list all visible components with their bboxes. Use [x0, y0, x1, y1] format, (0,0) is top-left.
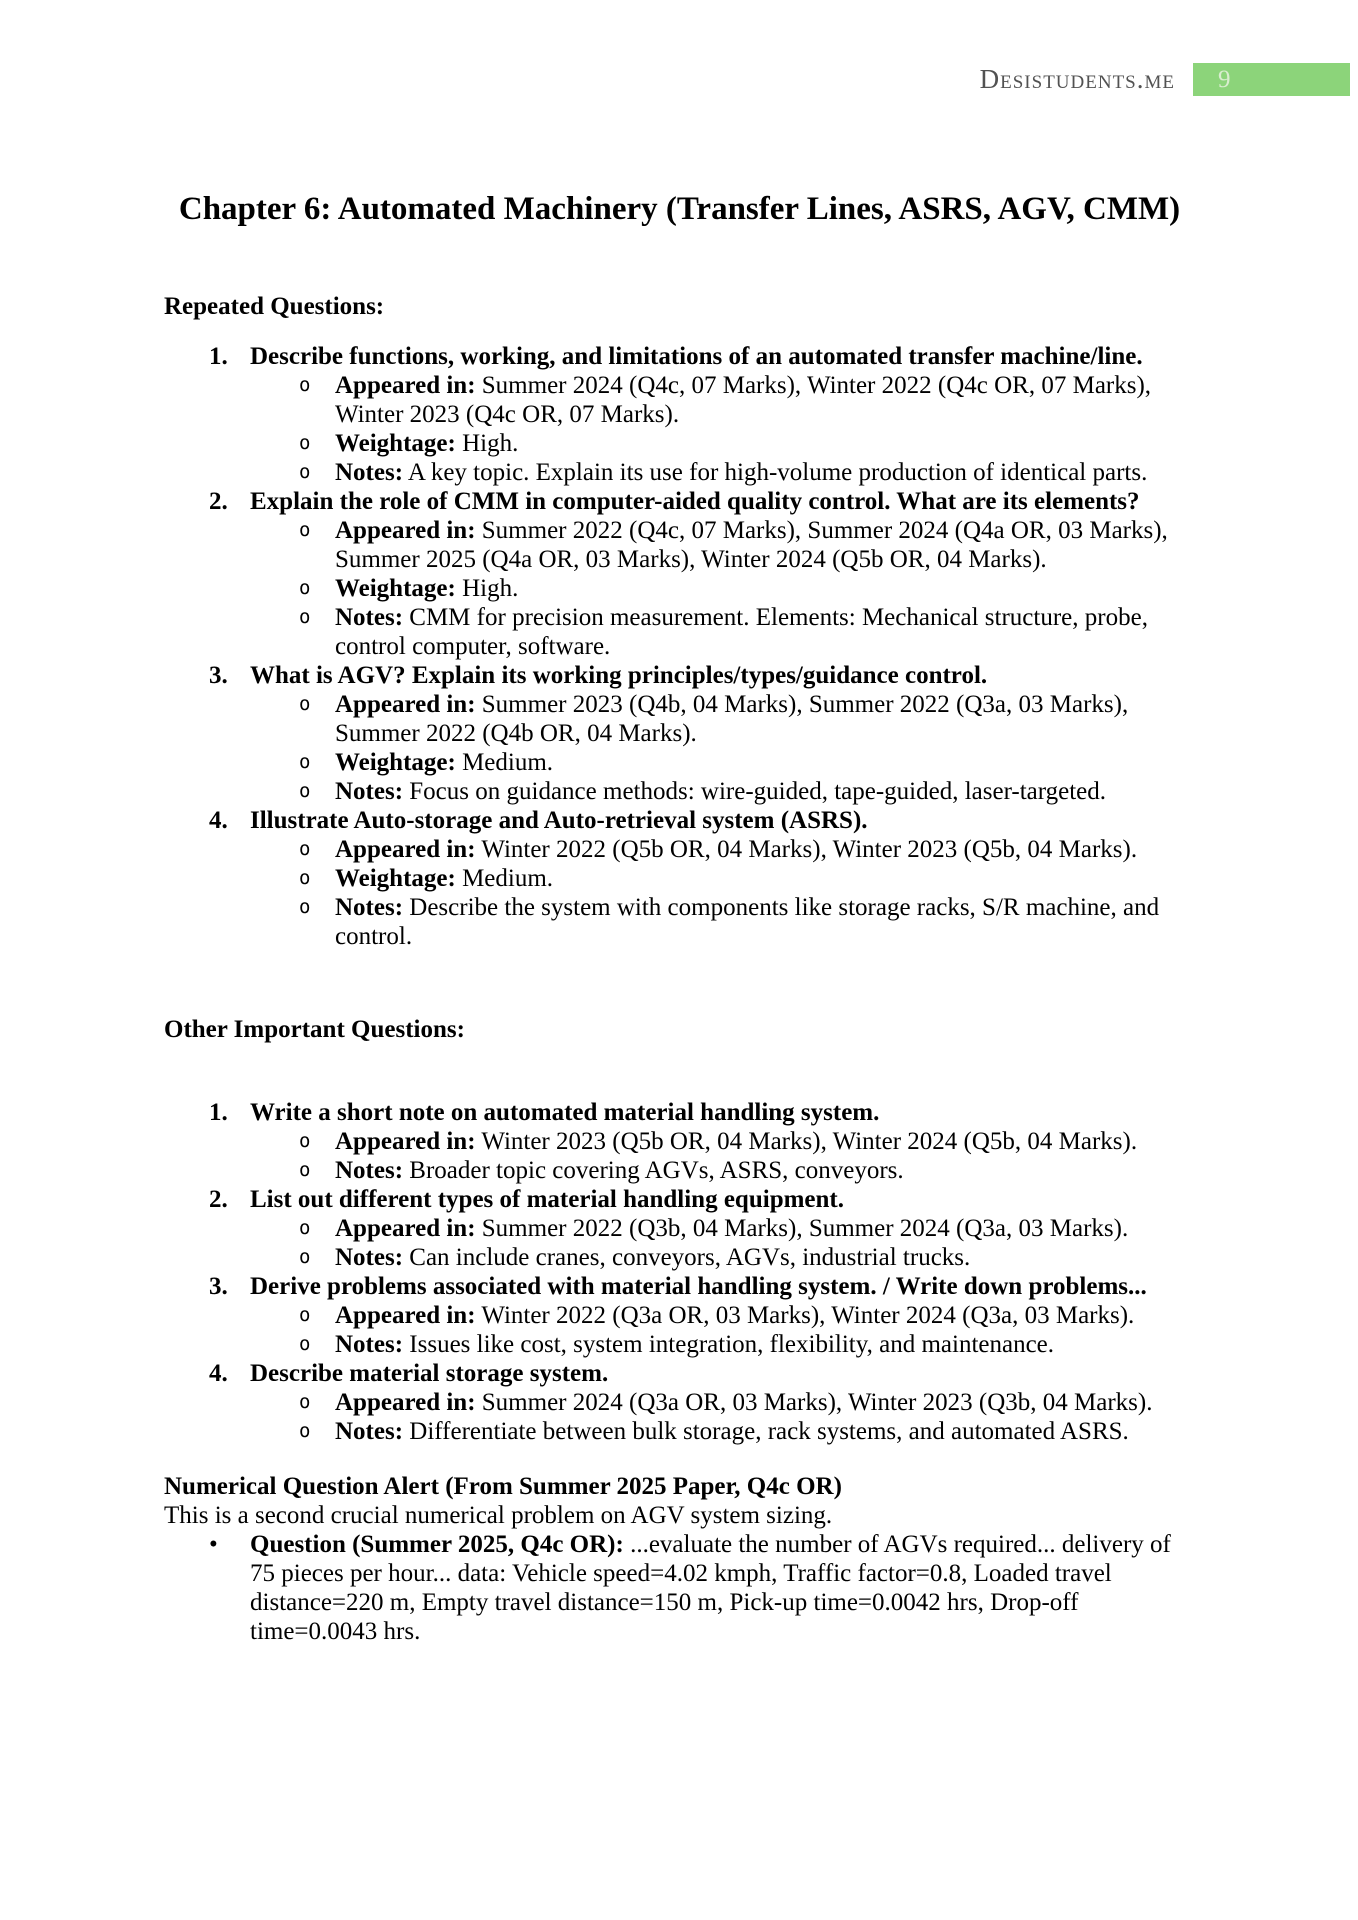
question-list — [164, 342, 1195, 951]
detail-text: Winter 2022 (Q5b OR, 04 Marks), Winter 2023 (Q5b, 04 Marks). — [481, 836, 1138, 863]
detail-marker: o — [299, 461, 311, 483]
question-number: 4. — [209, 1360, 228, 1387]
bullet-icon: • — [209, 1531, 218, 1558]
detail-marker: o — [299, 693, 311, 715]
detail-label: Appeared in: — [335, 1215, 476, 1242]
detail-item — [164, 1243, 1195, 1272]
detail-list — [164, 371, 1195, 487]
detail-text: CMM for precision measurement. Elements: Mechanical structure, probe, control computer, software. — [335, 604, 1148, 660]
detail-text: Issues like cost, system integration, flexibility, and maintenance. — [409, 1331, 1055, 1358]
detail-label: Notes: — [335, 1244, 404, 1271]
detail-label: Appeared in: — [335, 517, 476, 544]
detail-label: Appeared in: — [335, 1302, 476, 1329]
detail-marker: o — [299, 374, 311, 396]
question-item — [164, 806, 1195, 951]
detail-list — [164, 1214, 1195, 1272]
detail-text: Broader topic covering AGVs, ASRS, conveyors. — [409, 1157, 904, 1184]
detail-text: A key topic. Explain its use for high-volume production of identical parts. — [407, 459, 1148, 486]
question-number: 3. — [209, 662, 228, 689]
detail-item — [164, 458, 1195, 487]
question-number: 1. — [209, 343, 228, 370]
detail-item — [164, 603, 1195, 661]
page-header — [164, 61, 1350, 97]
detail-label: Appeared in: — [335, 1389, 476, 1416]
detail-item — [164, 893, 1195, 951]
detail-item — [164, 1156, 1195, 1185]
detail-label: Appeared in: — [335, 372, 476, 399]
question-title: Derive problems associated with material handling system. / Write down problems... — [250, 1273, 1147, 1300]
detail-marker: o — [299, 896, 311, 918]
detail-item — [164, 748, 1195, 777]
question-title: Explain the role of CMM in computer-aided quality control. What are its elements? — [250, 488, 1140, 515]
detail-item — [164, 1301, 1195, 1330]
detail-marker: o — [299, 519, 311, 541]
detail-label: Weightage: — [335, 575, 456, 602]
question-text: ...evaluate the number of AGVs required... delivery of 75 pieces per hour... data: Vehicle speed=4.02 kmph, Traffic factor=0.8, Loaded travel distance=220 m, Empty travel distance=150 m, Pick-up time=0.0042 hrs, Drop-off time=0.0043 hrs. — [250, 1531, 1171, 1645]
detail-marker: o — [299, 1391, 311, 1413]
question-title: What is AGV? Explain its working principles/types/guidance control. — [250, 662, 988, 689]
detail-text: Can include cranes, conveyors, AGVs, industrial trucks. — [409, 1244, 971, 1271]
detail-item — [164, 690, 1195, 748]
detail-text: Summer 2022 (Q3b, 04 Marks), Summer 2024 (Q3a, 03 Marks). — [481, 1215, 1129, 1242]
detail-list — [164, 835, 1195, 951]
detail-label: Appeared in: — [335, 1128, 476, 1155]
detail-label: Weightage: — [335, 865, 456, 892]
detail-marker: o — [299, 1217, 311, 1239]
question-title: Describe functions, working, and limitations of an automated transfer machine/line. — [250, 343, 1143, 370]
detail-label: Notes: — [335, 459, 404, 486]
detail-label: Notes: — [335, 778, 404, 805]
section-other-important-questions — [164, 1015, 1195, 1446]
detail-text: Winter 2022 (Q3a OR, 03 Marks), Winter 2024 (Q3a, 03 Marks). — [481, 1302, 1135, 1329]
question-item — [164, 1098, 1195, 1185]
numerical-alert — [164, 1472, 1195, 1646]
detail-marker: o — [299, 1159, 311, 1181]
detail-text: Summer 2022 (Q4c, 07 Marks), Summer 2024 (Q4a OR, 03 Marks), Summer 2025 (Q4a OR, 03 Marks), Winter 2024 (Q5b OR, 04 Marks). — [335, 517, 1168, 573]
detail-marker: o — [299, 867, 311, 889]
detail-item — [164, 371, 1195, 429]
question-title: List out different types of material handling equipment. — [250, 1186, 844, 1213]
question-list — [164, 1098, 1195, 1446]
detail-marker: o — [299, 1333, 311, 1355]
detail-list — [164, 1388, 1195, 1446]
detail-text: High. — [462, 430, 519, 457]
detail-marker: o — [299, 432, 311, 454]
detail-label: Appeared in: — [335, 836, 476, 863]
detail-marker: o — [299, 780, 311, 802]
page-number-badge — [1193, 63, 1350, 96]
detail-label: Appeared in: — [335, 691, 476, 718]
detail-marker: o — [299, 1246, 311, 1268]
detail-label: Notes: — [335, 1157, 404, 1184]
detail-marker: o — [299, 577, 311, 599]
detail-list — [164, 1127, 1195, 1185]
page-number: 9 — [1218, 65, 1231, 93]
detail-item — [164, 1214, 1195, 1243]
detail-marker: o — [299, 1304, 311, 1326]
detail-item — [164, 574, 1195, 603]
section-repeated-questions — [164, 292, 1195, 951]
detail-text: High. — [462, 575, 519, 602]
question-number: 1. — [209, 1099, 228, 1126]
question-number: 2. — [209, 1186, 228, 1213]
numerical-alert-intro: This is a second crucial numerical problem on AGV system sizing. — [164, 1502, 833, 1529]
question-number: 3. — [209, 1273, 228, 1300]
detail-label: Notes: — [335, 894, 404, 921]
detail-item — [164, 1417, 1195, 1446]
detail-label: Notes: — [335, 604, 404, 631]
question-item — [164, 1272, 1195, 1359]
question-item — [164, 1359, 1195, 1446]
detail-text: Summer 2024 (Q3a OR, 03 Marks), Winter 2023 (Q3b, 04 Marks). — [481, 1389, 1153, 1416]
question-title: Write a short note on automated material handling system. — [250, 1099, 880, 1126]
detail-marker: o — [299, 1130, 311, 1152]
detail-text: Focus on guidance methods: wire-guided, tape-guided, laser-targeted. — [409, 778, 1107, 805]
detail-marker: o — [299, 751, 311, 773]
detail-item — [164, 777, 1195, 806]
detail-item — [164, 429, 1195, 458]
chapter-title: Chapter 6: Automated Machinery (Transfer Lines, ASRS, AGV, CMM) — [178, 191, 1181, 227]
detail-label: Notes: — [335, 1418, 404, 1445]
question-number: 4. — [209, 807, 228, 834]
question-number: 2. — [209, 488, 228, 515]
site-brand-text: Desistudents.me — [979, 63, 1175, 94]
detail-list — [164, 516, 1195, 661]
section-heading: Other Important Questions: — [164, 1016, 465, 1043]
question-item — [164, 487, 1195, 661]
detail-item — [164, 516, 1195, 574]
detail-marker: o — [299, 1420, 311, 1442]
question-item — [164, 661, 1195, 806]
numerical-alert-heading: Numerical Question Alert (From Summer 2025 Paper, Q4c OR) — [164, 1473, 842, 1500]
question-title: Illustrate Auto-storage and Auto-retrieval system (ASRS). — [250, 807, 868, 834]
question-title: Describe material storage system. — [250, 1360, 609, 1387]
detail-item — [164, 1388, 1195, 1417]
numerical-question-bullet — [164, 1530, 1195, 1646]
detail-text: Winter 2023 (Q5b OR, 04 Marks), Winter 2024 (Q5b, 04 Marks). — [481, 1128, 1138, 1155]
detail-label: Weightage: — [335, 430, 456, 457]
detail-marker: o — [299, 606, 311, 628]
detail-list — [164, 1301, 1195, 1359]
question-label: Question (Summer 2025, Q4c OR): — [250, 1531, 624, 1558]
detail-label: Notes: — [335, 1331, 404, 1358]
detail-text: Describe the system with components like storage racks, S/R machine, and control. — [335, 894, 1160, 950]
detail-item — [164, 864, 1195, 893]
detail-text: Medium. — [462, 749, 554, 776]
detail-item — [164, 835, 1195, 864]
detail-text: Medium. — [462, 865, 554, 892]
detail-item — [164, 1330, 1195, 1359]
detail-label: Weightage: — [335, 749, 456, 776]
question-item — [164, 1185, 1195, 1272]
detail-text: Differentiate between bulk storage, rack systems, and automated ASRS. — [409, 1418, 1129, 1445]
section-heading: Repeated Questions: — [164, 293, 385, 320]
detail-marker: o — [299, 838, 311, 860]
detail-item — [164, 1127, 1195, 1156]
question-item — [164, 342, 1195, 487]
detail-text: Summer 2023 (Q4b, 04 Marks), Summer 2022 (Q3a, 03 Marks), Summer 2022 (Q4b OR, 04 Marks). — [335, 691, 1129, 747]
detail-text: Summer 2024 (Q4c, 07 Marks), Winter 2022 (Q4c OR, 07 Marks), Winter 2023 (Q4c OR, 07 Marks). — [335, 372, 1152, 428]
detail-list — [164, 690, 1195, 806]
